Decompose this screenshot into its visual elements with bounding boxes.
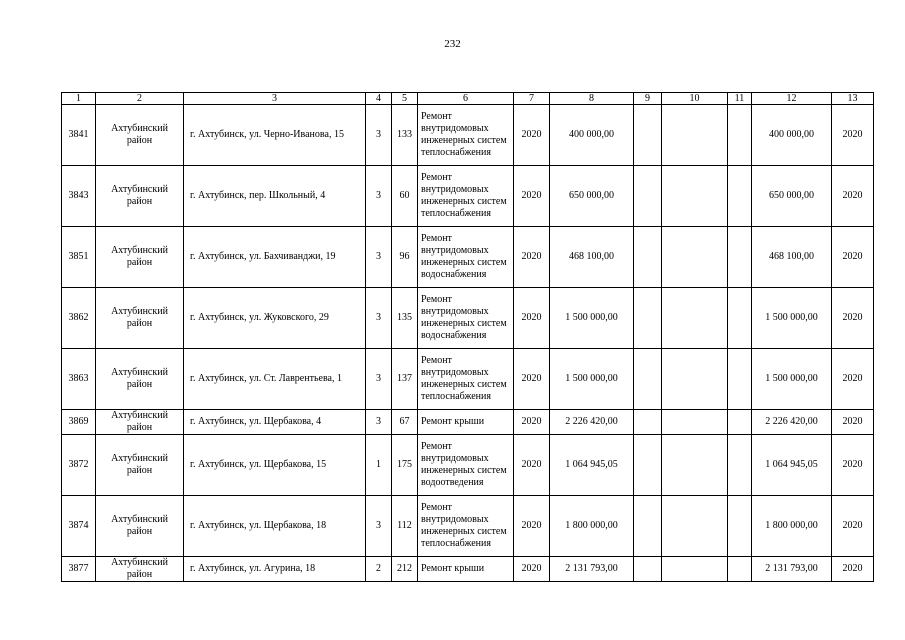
address-cell: г. Ахтубинск, ул. Щербакова, 4 [184, 410, 366, 435]
row-id: 3869 [62, 410, 96, 435]
col9-cell [634, 166, 662, 227]
work-type-cell: Ремонт внутридомовых инженерных систем водоотведения [418, 435, 514, 496]
cost-cell: 1 500 000,00 [550, 288, 634, 349]
address-cell: г. Ахтубинск, ул. Жуковского, 29 [184, 288, 366, 349]
col13-cell: 2020 [832, 557, 874, 582]
col5-cell: 112 [392, 496, 418, 557]
col13-cell: 2020 [832, 496, 874, 557]
col13-cell: 2020 [832, 288, 874, 349]
col12-cell: 1 500 000,00 [752, 288, 832, 349]
district-cell: Ахтубинский район [96, 288, 184, 349]
year-cell: 2020 [514, 410, 550, 435]
column-number: 7 [514, 93, 550, 105]
col12-cell: 650 000,00 [752, 166, 832, 227]
address-cell: г. Ахтубинск, пер. Школьный, 4 [184, 166, 366, 227]
work-type-cell: Ремонт внутридомовых инженерных систем теплоснабжения [418, 105, 514, 166]
address-cell: г. Ахтубинск, ул. Бахчиванджи, 19 [184, 227, 366, 288]
col12-cell: 1 500 000,00 [752, 349, 832, 410]
col9-cell [634, 227, 662, 288]
col12-cell: 2 226 420,00 [752, 410, 832, 435]
col12-cell: 1 800 000,00 [752, 496, 832, 557]
table-row [62, 227, 874, 288]
district-cell: Ахтубинский район [96, 227, 184, 288]
row-id: 3877 [62, 557, 96, 582]
address-cell: г. Ахтубинск, ул. Щербакова, 15 [184, 435, 366, 496]
year-cell: 2020 [514, 349, 550, 410]
table-row [62, 166, 874, 227]
col11-cell [728, 227, 752, 288]
column-number: 8 [550, 93, 634, 105]
district-cell: Ахтубинский район [96, 496, 184, 557]
column-number: 9 [634, 93, 662, 105]
district-cell: Ахтубинский район [96, 557, 184, 582]
district-cell: Ахтубинский район [96, 435, 184, 496]
cost-cell: 1 500 000,00 [550, 349, 634, 410]
col13-cell: 2020 [832, 166, 874, 227]
cost-cell: 1 064 945,05 [550, 435, 634, 496]
col4-cell: 3 [366, 496, 392, 557]
district-cell: Ахтубинский район [96, 105, 184, 166]
column-number: 11 [728, 93, 752, 105]
page-number: 232 [444, 38, 461, 50]
col10-cell [662, 288, 728, 349]
col11-cell [728, 435, 752, 496]
col9-cell [634, 557, 662, 582]
year-cell: 2020 [514, 557, 550, 582]
col11-cell [728, 288, 752, 349]
cost-cell: 2 226 420,00 [550, 410, 634, 435]
column-number: 1 [62, 93, 96, 105]
work-type-cell: Ремонт внутридомовых инженерных систем теплоснабжения [418, 496, 514, 557]
work-type-cell: Ремонт крыши [418, 410, 514, 435]
col4-cell: 1 [366, 435, 392, 496]
district-cell: Ахтубинский район [96, 349, 184, 410]
col4-cell: 3 [366, 166, 392, 227]
col11-cell [728, 166, 752, 227]
col12-cell: 400 000,00 [752, 105, 832, 166]
col5-cell: 133 [392, 105, 418, 166]
table-row [62, 557, 874, 582]
work-type-cell: Ремонт внутридомовых инженерных систем водоснабжения [418, 227, 514, 288]
column-number: 3 [184, 93, 366, 105]
column-number: 12 [752, 93, 832, 105]
col11-cell [728, 105, 752, 166]
col13-cell: 2020 [832, 435, 874, 496]
col12-cell: 468 100,00 [752, 227, 832, 288]
col13-cell: 2020 [832, 410, 874, 435]
year-cell: 2020 [514, 496, 550, 557]
table-row [62, 349, 874, 410]
work-type-cell: Ремонт внутридомовых инженерных систем водоснабжения [418, 288, 514, 349]
col10-cell [662, 496, 728, 557]
col9-cell [634, 349, 662, 410]
col9-cell [634, 105, 662, 166]
col9-cell [634, 410, 662, 435]
register-table [61, 92, 874, 582]
row-id: 3851 [62, 227, 96, 288]
work-type-cell: Ремонт крыши [418, 557, 514, 582]
address-cell: г. Ахтубинск, ул. Черно-Иванова, 15 [184, 105, 366, 166]
cost-cell: 650 000,00 [550, 166, 634, 227]
row-id: 3872 [62, 435, 96, 496]
col12-cell: 1 064 945,05 [752, 435, 832, 496]
address-cell: г. Ахтубинск, ул. Щербакова, 18 [184, 496, 366, 557]
col5-cell: 96 [392, 227, 418, 288]
table-row [62, 435, 874, 496]
col4-cell: 3 [366, 410, 392, 435]
district-cell: Ахтубинский район [96, 410, 184, 435]
cost-cell: 468 100,00 [550, 227, 634, 288]
col11-cell [728, 349, 752, 410]
column-number: 5 [392, 93, 418, 105]
col12-cell: 2 131 793,00 [752, 557, 832, 582]
col13-cell: 2020 [832, 105, 874, 166]
col5-cell: 135 [392, 288, 418, 349]
col4-cell: 3 [366, 349, 392, 410]
table-row [62, 410, 874, 435]
address-cell: г. Ахтубинск, ул. Ст. Лаврентьева, 1 [184, 349, 366, 410]
col4-cell: 2 [366, 557, 392, 582]
col9-cell [634, 288, 662, 349]
column-number: 13 [832, 93, 874, 105]
col10-cell [662, 227, 728, 288]
table-row [62, 105, 874, 166]
col10-cell [662, 435, 728, 496]
cost-cell: 2 131 793,00 [550, 557, 634, 582]
col4-cell: 3 [366, 227, 392, 288]
col10-cell [662, 166, 728, 227]
col4-cell: 3 [366, 288, 392, 349]
col10-cell [662, 557, 728, 582]
column-number: 10 [662, 93, 728, 105]
column-number: 2 [96, 93, 184, 105]
year-cell: 2020 [514, 105, 550, 166]
col11-cell [728, 496, 752, 557]
address-cell: г. Ахтубинск, ул. Агурина, 18 [184, 557, 366, 582]
cost-cell: 400 000,00 [550, 105, 634, 166]
year-cell: 2020 [514, 166, 550, 227]
col10-cell [662, 349, 728, 410]
row-id: 3874 [62, 496, 96, 557]
col10-cell [662, 105, 728, 166]
col11-cell [728, 410, 752, 435]
col10-cell [662, 410, 728, 435]
col5-cell: 212 [392, 557, 418, 582]
cost-cell: 1 800 000,00 [550, 496, 634, 557]
col5-cell: 67 [392, 410, 418, 435]
table-row [62, 496, 874, 557]
col9-cell [634, 496, 662, 557]
district-cell: Ахтубинский район [96, 166, 184, 227]
col5-cell: 137 [392, 349, 418, 410]
year-cell: 2020 [514, 288, 550, 349]
col13-cell: 2020 [832, 227, 874, 288]
year-cell: 2020 [514, 435, 550, 496]
col11-cell [728, 557, 752, 582]
row-id: 3863 [62, 349, 96, 410]
table-row [62, 288, 874, 349]
column-number-row [62, 93, 874, 105]
col4-cell: 3 [366, 105, 392, 166]
row-id: 3841 [62, 105, 96, 166]
col9-cell [634, 435, 662, 496]
work-type-cell: Ремонт внутридомовых инженерных систем теплоснабжения [418, 166, 514, 227]
column-number: 4 [366, 93, 392, 105]
row-id: 3862 [62, 288, 96, 349]
year-cell: 2020 [514, 227, 550, 288]
column-number: 6 [418, 93, 514, 105]
col5-cell: 60 [392, 166, 418, 227]
col13-cell: 2020 [832, 349, 874, 410]
col5-cell: 175 [392, 435, 418, 496]
row-id: 3843 [62, 166, 96, 227]
work-type-cell: Ремонт внутридомовых инженерных систем теплоснабжения [418, 349, 514, 410]
